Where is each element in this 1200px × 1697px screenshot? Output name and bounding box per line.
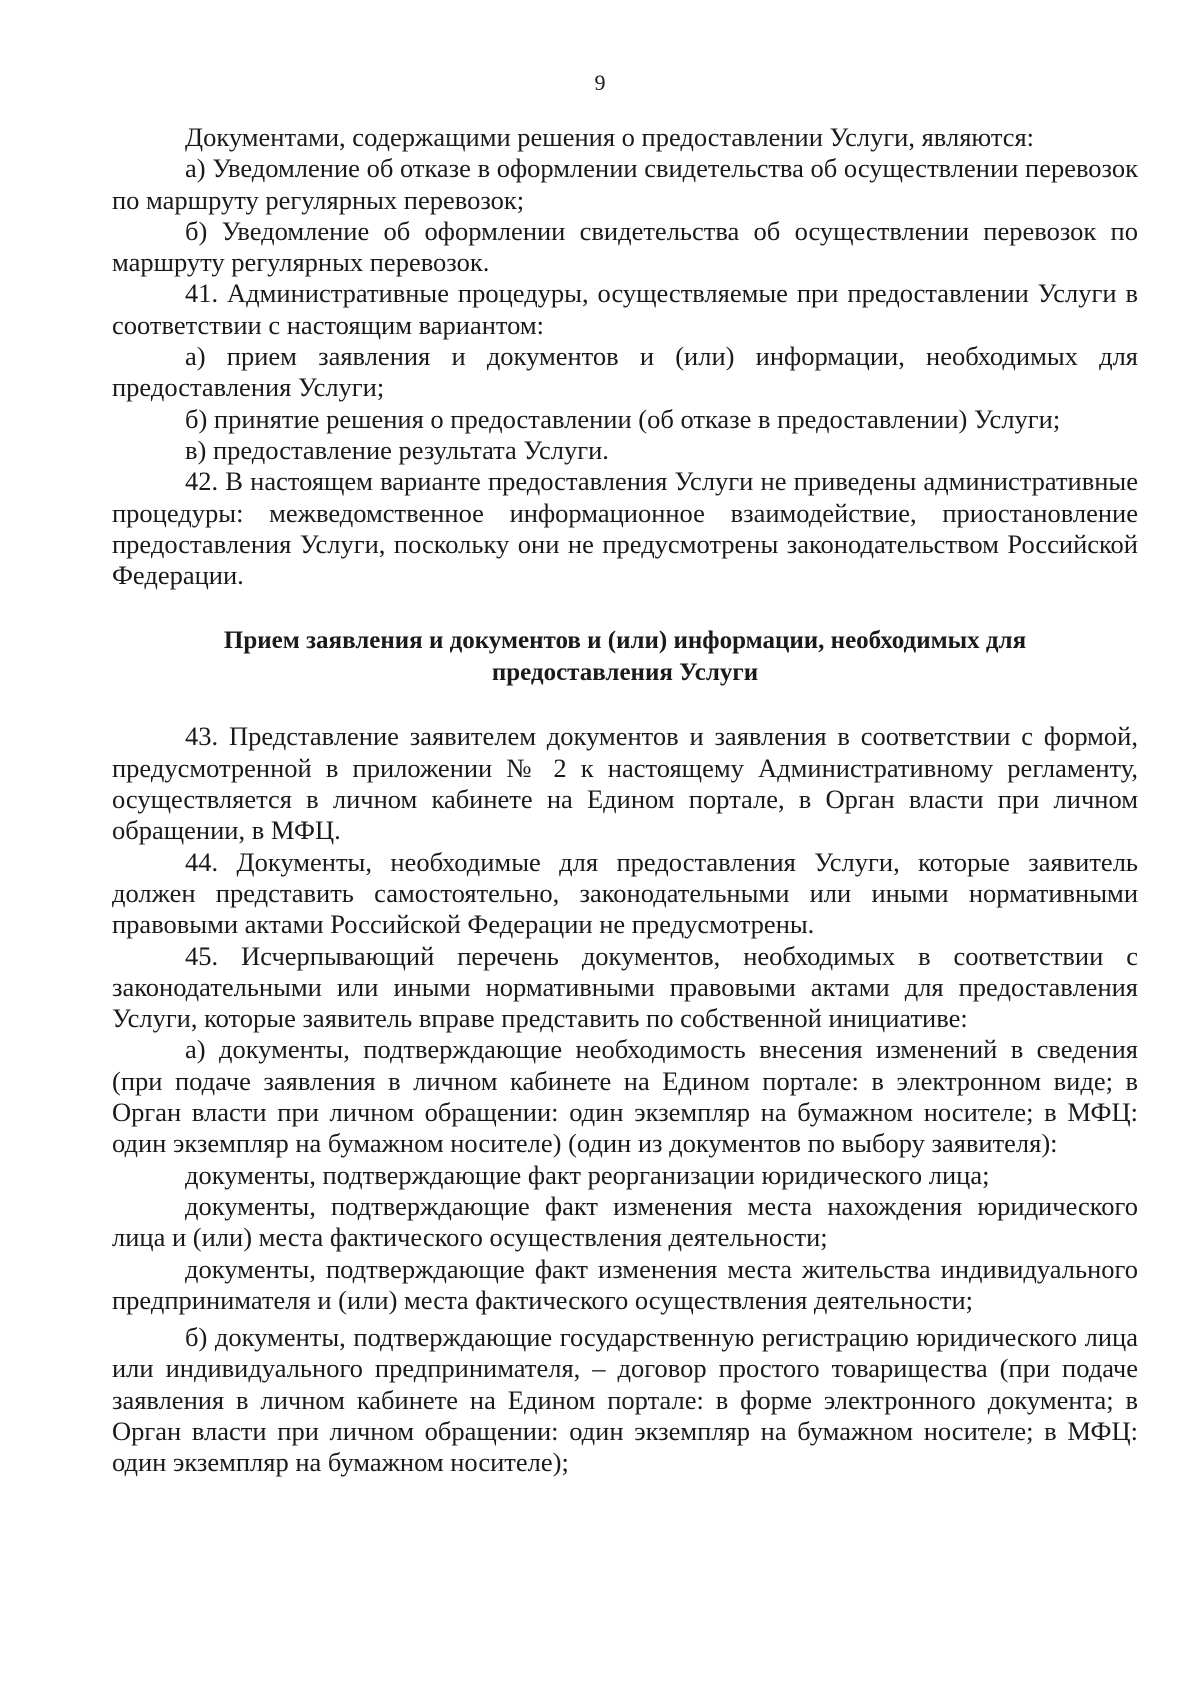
section-heading-line-2: предоставления Услуги bbox=[491, 659, 759, 687]
paragraph-44: 44. Документы, необходимые для предоставления Услуги, которые заявитель должен представить самостоятельно, законодательными или иными нормативными правовыми актами Российской Федерации не предусмотрены. bbox=[112, 846, 1138, 940]
paragraph-41: 41. Административные процедуры, осуществляемые при предоставлении Услуги в соответствии с настоящим вариантом: bbox=[112, 278, 1138, 340]
section-heading bbox=[112, 625, 1138, 689]
paragraph-43: 43. Представление заявителем документов и заявления в соответствии с формой, предусмотренной в приложении № 2 к настоящему Административному регламенту, осуществляется в личном кабинете на Едином портале, в Орган власти при личном обращении, в МФЦ. bbox=[112, 721, 1138, 846]
page-number: 9 bbox=[594, 70, 606, 95]
paragraph-45-a-item-1: документы, подтверждающие факт реорганизации юридического лица; bbox=[185, 1159, 990, 1190]
paragraph-45-b: б) документы, подтверждающие государственную регистрацию юридического лица или индивидуального предпринимателя, – договор простого товарищества (при подаче заявления в личном кабинете на Едином портале: в форме электронного документа; в Орган власти при личном обращении: один экземпляр на бумажном носителе; в МФЦ: один экземпляр на бумажном носителе); bbox=[112, 1322, 1138, 1478]
paragraph-41-b: б) принятие решения о предоставлении (об отказе в предоставлении) Услуги; bbox=[185, 403, 1061, 434]
paragraph-decisions-intro: Документами, содержащими решения о предоставлении Услуги, являются: bbox=[185, 122, 1035, 152]
paragraph-45-a: а) документы, подтверждающие необходимость внесения изменений в сведения (при подаче заявления в личном кабинете на Едином портале: в электронном виде; в Орган власти при личном обращении: один экземпляр на бумажном носителе; в МФЦ: один экземпляр на бумажном носителе) (один из документов по выбору заявителя): bbox=[112, 1034, 1138, 1159]
paragraph-45: 45. Исчерпывающий перечень документов, необходимых в соответствии с законодательными или иными нормативными правовыми актами для предоставления Услуги, которые заявитель вправе представить по собственной инициативе: bbox=[112, 940, 1138, 1034]
paragraph-45-a-item-3: документы, подтверждающие факт изменения места жительства индивидуального предпринимателя и (или) места фактического осуществления деятельности; bbox=[112, 1253, 1138, 1315]
document-body bbox=[112, 122, 1138, 1479]
paragraph-decision-b: б) Уведомление об оформлении свидетельства об осуществлении перевозок по маршруту регулярных перевозок. bbox=[112, 215, 1138, 278]
paragraph-decision-a: а) Уведомление об отказе в оформлении свидетельства об осуществлении перевозок по маршруту регулярных перевозок; bbox=[112, 153, 1138, 215]
paragraph-42: 42. В настоящем варианте предоставления Услуги не приведены административные процедуры: межведомственное информационное взаимодействие, приостановление предоставления Услуги, поскольку они не предусмотрены законодательством Российской Федерации. bbox=[112, 466, 1138, 591]
paragraph-45-a-item-2: документы, подтверждающие факт изменения места нахождения юридического лица и (или) места фактического осуществления деятельности; bbox=[112, 1190, 1138, 1253]
paragraph-41-c: в) предоставление результата Услуги. bbox=[185, 434, 609, 465]
paragraph-41-a: а) прием заявления и документов и (или) информации, необходимых для предоставления Услуги; bbox=[112, 341, 1138, 403]
section-heading-line-1: Прием заявления и документов и (или) информации, необходимых для bbox=[223, 627, 1027, 655]
